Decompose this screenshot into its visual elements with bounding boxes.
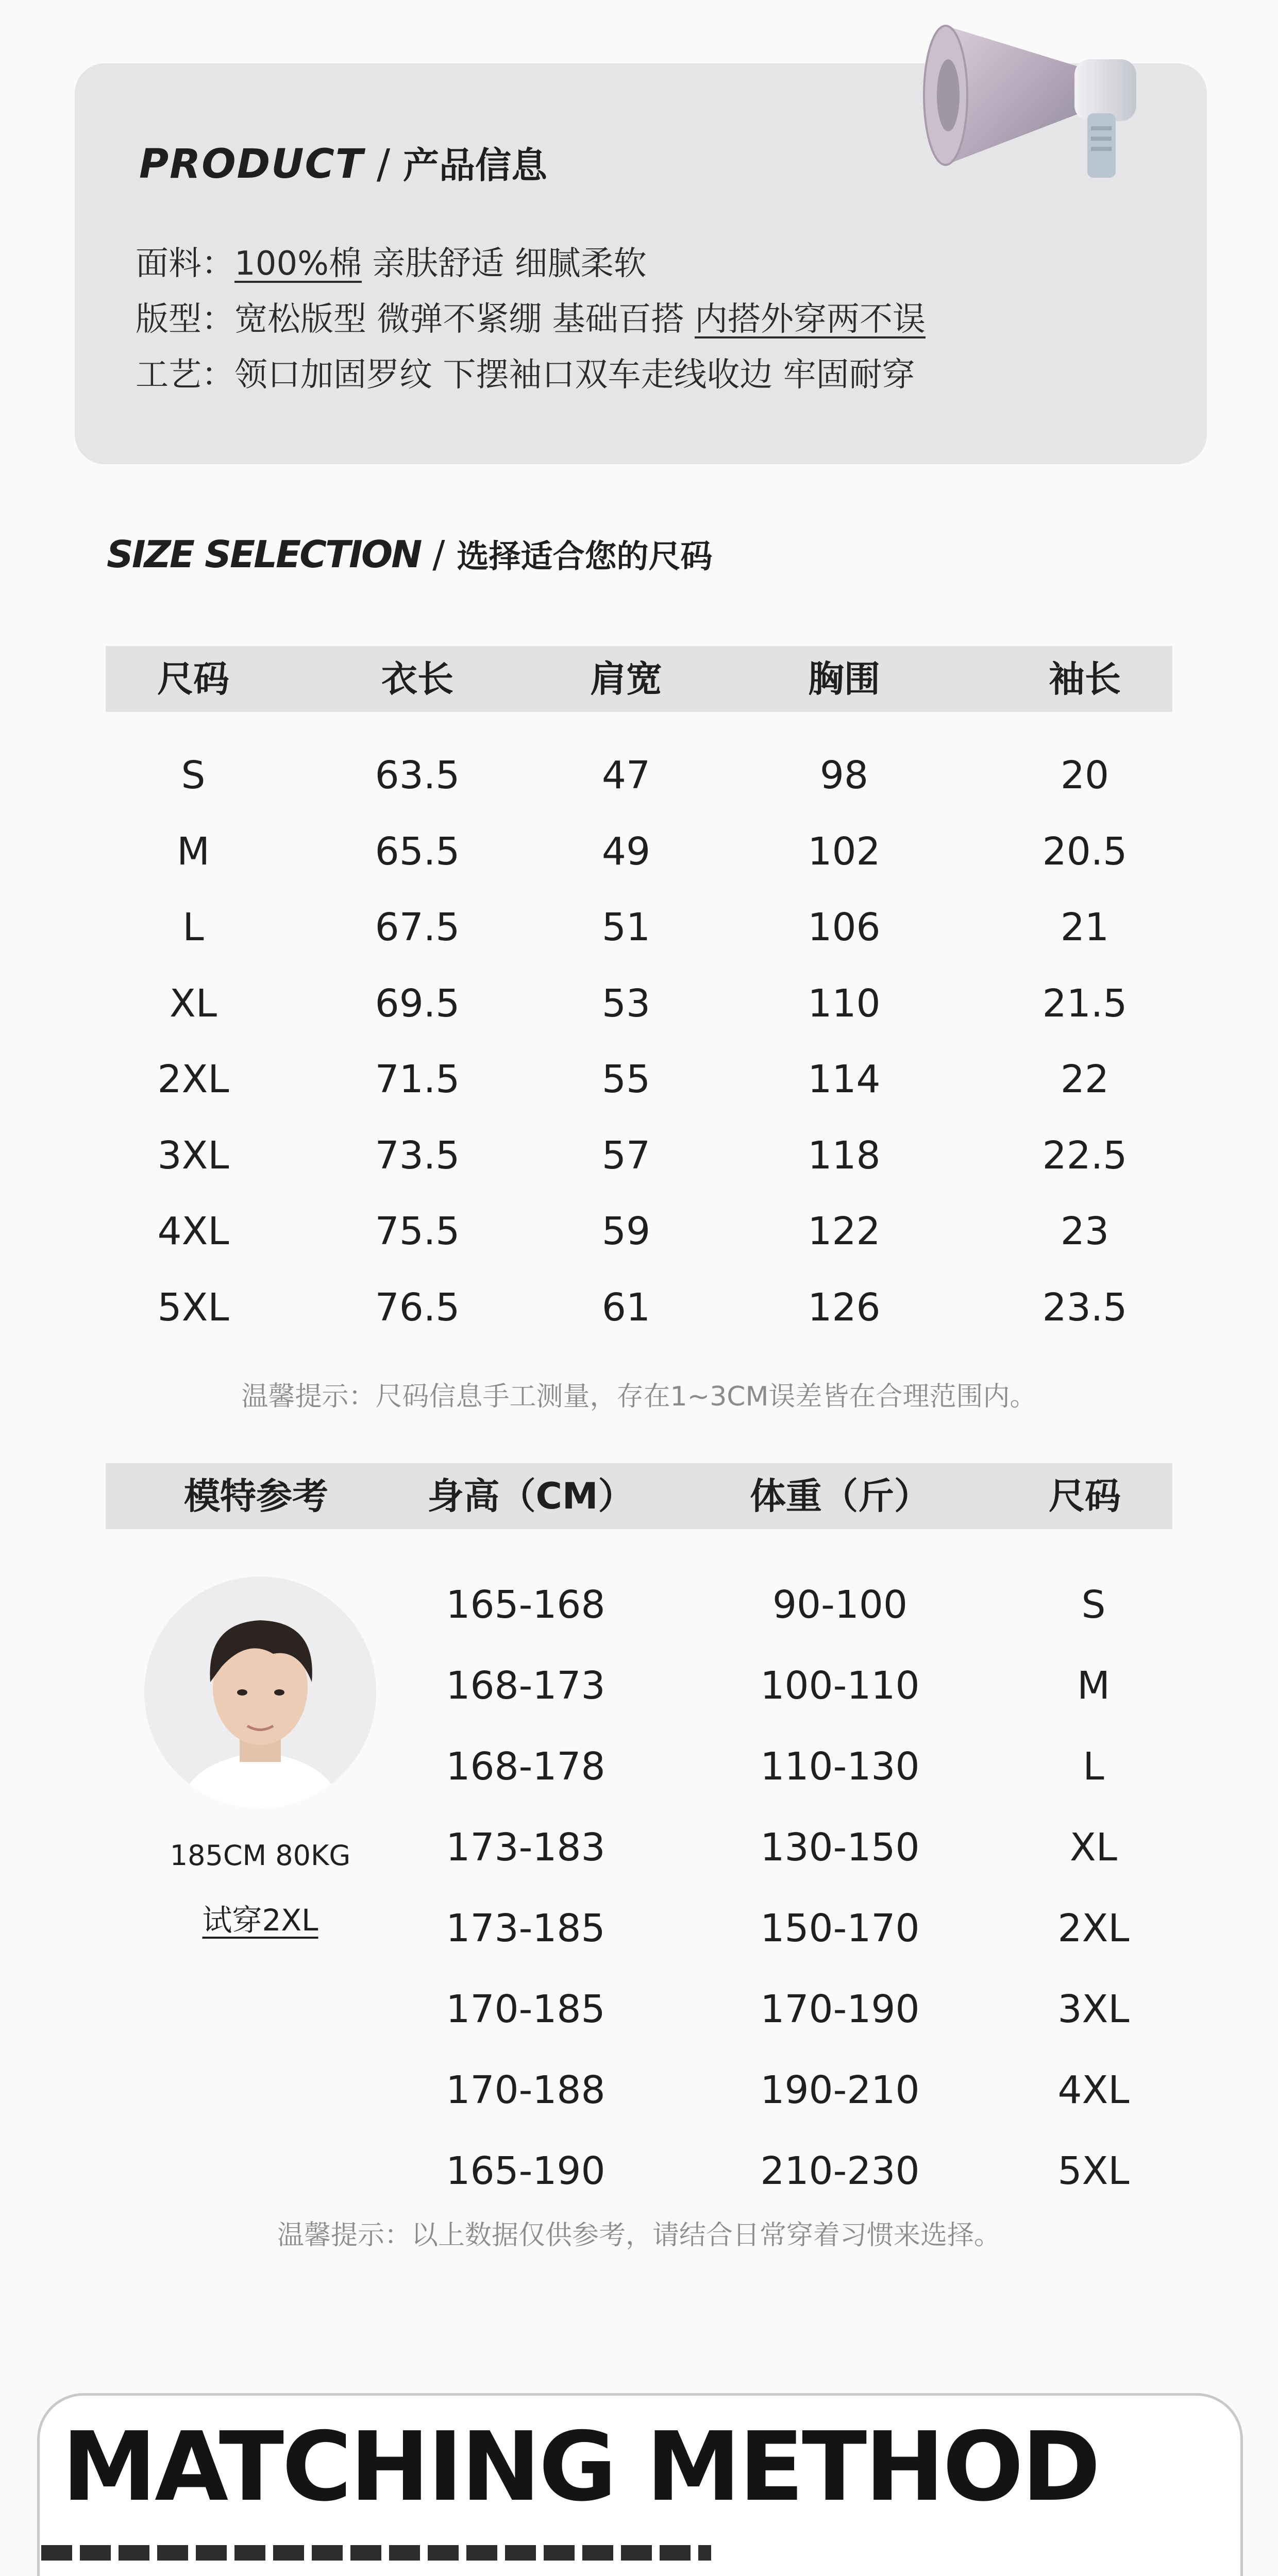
model-col-header: 身高（CM） [427,1475,634,1517]
size-table-cell: 75.5 [375,1209,460,1253]
model-table-cell: 165-190 [446,2149,606,2193]
craft-label: 工艺： [136,356,234,394]
model-table-cell: 130-150 [760,1825,920,1870]
model-table-cell: 173-185 [446,1906,606,1951]
size-table-cell: 21.5 [1042,981,1128,1026]
product-heading-sep: / [364,141,403,188]
size-table-cell: 21 [1060,905,1109,950]
fabric-label: 面料： [136,245,234,283]
size-table-cell: 102 [808,829,881,874]
model-table-cell: XL [1070,1825,1117,1870]
size-table-cell: 23.5 [1042,1285,1128,1330]
fabric-material: 100%棉 [234,245,362,283]
model-table-cell: S [1081,1583,1106,1627]
size-table-cell: 76.5 [375,1285,460,1330]
size-heading-sep: / [421,533,457,576]
model-table-cell: 173-183 [446,1825,606,1870]
fabric-line [136,237,647,284]
size-table-cell: M [177,829,210,874]
model-avatar [144,1577,376,1808]
craft-desc: 领口加固罗纹 下摆袖口双车走线收边 牢固耐穿 [234,356,915,394]
size-table-cell: S [181,753,206,798]
model-table-cell: 4XL [1057,2068,1130,2112]
model-col-header: 尺码 [1049,1475,1121,1517]
model-table-header [106,1463,1172,1529]
model-note: 温馨提示：以上数据仅供参考，请结合日常穿着习惯来选择。 [277,2220,1001,2251]
size-table-cell: 98 [819,753,869,798]
size-selection-heading [107,531,712,577]
matching-method-title: MATCHING METHOD [62,2411,1099,2522]
model-col-header: 体重（斤） [750,1475,930,1517]
product-heading-en: PRODUCT [139,141,364,188]
model-table-cell: 190-210 [760,2068,920,2112]
size-col-header: 胸围 [808,658,880,700]
model-table-cell: 210-230 [760,2149,920,2193]
model-table-cell: 170-190 [760,1987,920,2031]
size-table-cell: 118 [808,1133,881,1178]
size-table-cell: 20.5 [1042,829,1128,874]
model-table-cell: 110-130 [760,1744,920,1789]
size-table-cell: 59 [601,1209,651,1253]
size-table-cell: XL [170,981,217,1026]
size-table-cell: 69.5 [375,981,460,1026]
size-table-cell: 57 [601,1133,651,1178]
product-heading-cn: 产品信息 [402,144,547,187]
size-table-cell: 3XL [157,1133,229,1178]
size-note: 温馨提示：尺码信息手工测量，存在1~3CM误差皆在合理范围内。 [241,1381,1037,1412]
fit-line [136,293,926,340]
model-portrait-icon [144,1577,376,1808]
model-table-cell: 100-110 [760,1664,920,1708]
size-col-header: 衣长 [381,658,453,700]
model-table-cell: 90-100 [772,1583,908,1627]
size-table-cell: 73.5 [375,1133,460,1178]
size-table-cell: 47 [601,753,651,798]
size-table-cell: 126 [808,1285,881,1330]
model-table-cell: 168-173 [446,1664,606,1708]
size-table-cell: 4XL [157,1209,229,1253]
size-table-cell: 63.5 [375,753,460,798]
size-table-cell: 2XL [157,1057,229,1101]
fit-desc: 宽松版型 微弹不紧绷 基础百搭 [234,300,695,338]
size-table-cell: 22 [1060,1057,1109,1101]
size-table-cell: 65.5 [375,829,460,874]
model-table-cell: 150-170 [760,1906,920,1951]
fit-label: 版型： [136,300,234,338]
size-table-header [106,646,1172,712]
fit-highlight: 内搭外穿两不误 [695,300,926,338]
size-table-cell: 71.5 [375,1057,460,1101]
size-table-cell: 5XL [157,1285,229,1330]
size-table-cell: 122 [808,1209,881,1253]
model-table-cell: 3XL [1057,1987,1130,2031]
size-table-cell: 20 [1060,753,1109,798]
size-table-cell: 61 [601,1285,651,1330]
model-table-cell: L [1083,1744,1104,1789]
size-table-cell: 55 [601,1057,651,1101]
model-table-cell: 170-185 [446,1987,606,2031]
size-table-cell: 53 [601,981,651,1026]
model-col-header: 模特参考 [184,1475,328,1517]
size-col-header: 尺码 [157,658,229,700]
size-table-cell: 67.5 [375,905,460,950]
size-heading-cn: 选择适合您的尺码 [457,537,713,575]
model-try-size: 试穿2XL [202,1903,318,1938]
model-table-cell: 5XL [1057,2149,1130,2193]
size-col-header: 袖长 [1049,658,1121,700]
size-table-cell: 23 [1060,1209,1109,1253]
model-table-cell: 2XL [1057,1906,1130,1951]
model-table-cell: M [1077,1664,1110,1708]
size-table-cell: 114 [808,1057,881,1101]
megaphone-icon [910,10,1152,185]
model-table-cell: 165-168 [446,1583,606,1627]
model-table-cell: 168-178 [446,1744,606,1789]
model-table-cell: 170-188 [446,2068,606,2112]
size-table-cell: L [182,905,204,950]
size-heading-en: SIZE SELECTION [107,533,421,576]
size-table-cell: 49 [601,829,651,874]
craft-line [136,348,915,396]
size-table-cell: 110 [808,981,881,1026]
fabric-desc: 亲肤舒适 细腻柔软 [361,245,647,283]
size-col-header: 肩宽 [590,658,662,700]
product-heading [139,137,547,189]
size-table-cell: 22.5 [1042,1133,1128,1178]
size-table-cell: 106 [808,905,881,950]
model-stats: 185CM 80KG [170,1839,351,1872]
matching-subtitle-cropped [41,2545,711,2561]
size-table-cell: 51 [601,905,651,950]
